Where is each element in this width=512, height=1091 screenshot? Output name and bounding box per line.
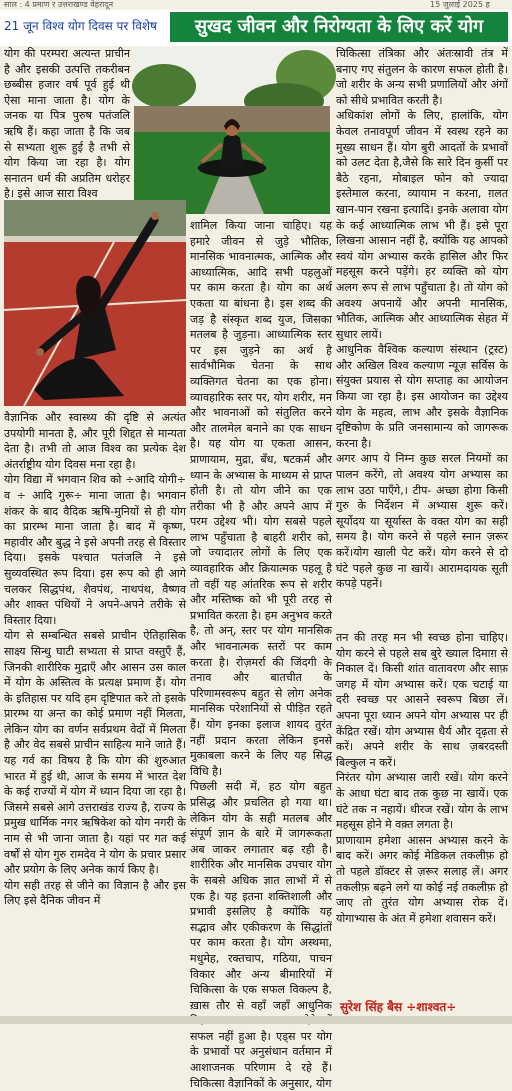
article-paragraph: चिकित्सा तंत्रिका और अंतःस्रावी तंत्र में बनाए गए संतुलन के कारण सफल होती है। जो शरीर के अन्य सभी प्रणालियों और अंगों को सीधे प्रभावित करती है। — [336, 47, 508, 107]
page-edge — [0, 1016, 512, 1024]
photo-meditation — [134, 46, 330, 214]
article-paragraph: अधिकांश लोगों के लिए, हालांकि, योग केवल तनावपूर्ण जीवन में स्वस्थ रहने का मुख्य साधन हैं। योग बुरी आदतों के प्रभावों को उलट देता है,जैसे कि सारे दिन कुर्सी पर बैठे रहना, मोबाइल फोन को ज्यादा इस्तेमाल करना, व्यायाम न करना, ग़लत खान-पान रखना इत्यादि। इनके अलावा योग के कई आध्यात्मिक लाभ भी हैं। इसे पूरा लिखना आसान नहीं है, क्योंकि यह आपको स्वयं योग अभ्यास करके हासिल और फिर महसूस करने पड़ेंगे। हर व्यक्ति को योग अलग रूप से लाभ पहुँचाता है। तो योग को अवश्य अपनायें और अपनी मानसिक, भौतिक, आत्मिक और आध्यात्मिक सेहत में सुधार लायें। — [336, 109, 508, 341]
headline-title: सुखद जीवन और निरोग्यता के लिए करें योग — [170, 12, 508, 42]
article-paragraph: पिछली सदी में, हठ योग बहुत प्रसिद्ध और प्रचलित हो गया था। लेकिन योग के सही मतलब और संपूर्ण ज्ञान के बारे में जागरूकता अब जाकर लगातार बढ़ रही है। शारीरिक और मानसिक उपचार योग के सबसे अधिक ज्ञात लाभों में से एक है। यह इतना शक्तिशाली और प्रभावी इसलिए है क्योंकि यह सद्भाव और एकीकरण के सिद्धांतों पर काम करता है। योग अस्थमा, मधुमेह, रक्तचाप, गठिया, पाचन विकार और अन्य बीमारियों में चिकित्सा के एक सफल विकल्प है, ख़ास तौर से वहाँ जहाँ आधुनिक सफल नहीं हुआ है। एड्स पर योग के प्रभावों पर अनुसंधान वर्तमान में आशाजनक परिणाम दे रहे हैं। चिकित्सा वैज्ञानिकों के अनुसार, योग — [190, 780, 332, 1090]
masthead-left: साल : 4 प्रमाण र उत्तराखण्ड वेहरादून — [4, 0, 114, 9]
article-col1-top — [4, 46, 130, 201]
masthead-date: 15 जुलाई 2025 ह — [430, 0, 490, 9]
article-paragraph: योग सही तरह से जीने का विज्ञान है और इस लिए इसे दैनिक जीवन में — [4, 878, 186, 908]
article-paragraph: वैज्ञानिक और स्वास्थ्य की दृष्टि से अत्यंत उपयोगी मानता है, और पूरी शिद्दत से मान्यता देता है। तभी तो आज विश्व का प्रत्येक देश अंतर्राष्ट्रीय योग दिवस मना रहा है। — [4, 411, 186, 471]
headline-kicker: 21 जून विश्व योग दिवस पर विशेष — [4, 19, 157, 33]
article-col2 — [190, 218, 332, 1090]
article-col3-upper — [336, 46, 508, 626]
article-paragraph: योग से सम्बन्धित सबसे प्राचीन ऐतिहासिक साक्ष्य सिन्धु घाटी सभ्यता से प्राप्त वस्तुएँ हैं, जिनकी शारीरिक मुद्राएँ और आसन उस काल में योग के अस्तित्व के प्रत्यक्ष प्रमाण हैं। योग के इतिहास पर यदि हम दृष्टिपात करे तो इसके प्रारम्भ या अन्त का कोई प्रमाण नहीं मिलता, लेकिन योग का वर्णन सर्वप्रथम वेदों में मिलता है और वेद सबसे प्राचीन साहित्य माने जाते हैं। यह गर्व का विषय है कि योग की शुरुआत भारत में हुई थी, आज के समय में भारत देश के कई राज्यों में योग में ध्यान दिया जा रहा है। जिसमे सबसे आगे उत्तराखंड राज्य है, राज्य के प्रमुख धार्मिक नगर ऋषिकेश को योग नगरी के नाम से भी जाना जाता है। यहां पर गत कई वर्षों से योग गुरु रामदेव ने योग के प्रचार प्रसार और प्रयोग के लिए अनेक कार्य किए है। — [4, 629, 186, 877]
article-paragraph: निरंतर योग अभ्यास जारी रखें। योग करने के आधा घंटा बाद तक कुछ ना खायें। एक घंटे तक न नहायें। धीरज रखें। योग के लाभ महसूस होने मे वक़्त लगता है। — [336, 771, 508, 832]
article-col3-lower — [336, 630, 508, 998]
masthead-strip — [0, 0, 512, 10]
article-paragraph: योग की परम्परा अत्यन्त प्राचीन है और इसकी उत्पत्ति तकरीबन छब्बीस हजार वर्ष पूर्व हुई थी ऐसा माना जाता है। योग के जनक या पित्र पुरुष पतंजलि ऋषि हैं। कहा जाता है कि जब से सभ्यता शुरू हुई है तभी से योग किया जा रहा है। योग सनातन धर्म की अप्रतिम धरोहर है। इसे आज सारा विश्व — [4, 47, 130, 201]
article-paragraph: आधुनिक वैश्विक कल्याण संस्थान (ट्रस्ट) और अखिल विश्व कल्याण न्यूज़ सर्विस के संयुक्त प्रयास से योग सप्ताह का आयोजन किया जा रहा है। इस आयोजन का उद्देश्य योग के महत्व, लाभ और इसके वैज्ञानिक दृष्टिकोण के प्रति जनसामान्य को जागरूक करना है। — [336, 343, 508, 450]
article-paragraph: योग विद्या में भगवान शिव को ÷आदि योगी÷ व ÷ आदि गुरू÷ माना जाता है। भगवान शंकर के बाद वैदिक ऋषि-मुनियों से ही योग का प्रारम्भ माना जाता है। बाद में कृष्ण, महावीर और बुद्ध ने इसे अपनी तरह से विस्तार दिया। इसके पश्चात पतंजलि ने इसे सुव्यवस्थित रूप दिया। इस रूप को ही आगे चलकर सिद्धपंथ, शैवपंथ, नाथपंथ, वैष्णव और शाक्त पंथियों ने अपने-अपने तरीके से विस्तार दिया। — [4, 473, 186, 627]
article-paragraph: शामिल किया जाना चाहिए। यह हमारे जीवन से जुड़े भौतिक, मानसिक भावनात्मक, आत्मिक और आध्यात्मिक, आदि सभी पहलुओं पर काम करता है। योग का अर्थ एकता या बांधना है। इस शब्द की जड़ है संस्कृत शब्द युज, जिसका मतलब है जुड़ना। आध्यात्मिक स्तर पर इस जुड़ने का अर्थ है सार्वभौमिक चेतना के साथ व्यक्तिगत चेतना का एक होना। व्यावहारिक स्तर पर, योग शरीर, मन और भावनाओं को संतुलित करने और तालमेल बनाने का एक साधन है। यह योग या एकता आसन, प्राणायाम, मुद्रा, बँध, षटकर्म और ध्यान के अभ्यास के माध्यम से प्राप्त होती है। तो योग जीने का एक तरीका भी है और अपने आप में परम उद्देश्य भी। योग सबसे पहले लाभ पहुँचाता है बाहरी शरीर को, जो ज्यादातर लोगों के लिए एक व्यावहारिक और क्रियात्मक पहलू है तो वहीं यह आंतरिक रूप से शरीर और मस्तिष्क को भी पूरी तरह से प्रभावित करता है। हम अनुभव करते है, तो अन्, स्तर पर योग मानसिक और भावनात्मक स्तरों पर काम करता है। रोज़मर्रा की जिंदगी के तनाव और बातचीत के परिणामस्वरूप बहुत से लोग अनेक मानसिक परेशानियों से पीड़ित रहते हैं। योग इनका इलाज शायद तुरंत नहीं प्रदान करता लेकिन इनसे मुकाबला करने के लिए यह सिद्ध विधि है। — [190, 219, 332, 778]
article-col1-bottom — [4, 410, 186, 1014]
photo-stretch-pose — [4, 200, 186, 406]
article-paragraph: अगर आप ये निम्न कुछ सरल नियमों का पालन करेंगे, तो अवश्य योग अभ्यास का लाभ उठा पाएँगे,। टीप- अच्छा होगा किसी गुरु के निर्देशन में अभ्यास शुरू करें। सूर्योदय या सूर्यास्त के वक्त योग का सही समय है। योग करने से पहले स्नान ज़रूर करें।योग खाली पेट करें। योग करने से दो घंटे पहले कुछ ना खायें। आरामदायक सूती कपड़े पहनें। — [336, 452, 508, 591]
article-paragraph: प्राणायाम हमेशा आसन अभ्यास करने के बाद करें। अगर कोई मेडिकल तकलीफ़ हो तो पहले डॉक्टर से ज़रूर सलाह लें। अगर तकलीफ़ बढ़ने लगे या कोई नई तकलीफ़ हो जाए तो तुरंत योग अभ्यास रोक दें। योगाभ्यास के अंत में हमेशा शवासन करें। — [336, 833, 508, 925]
article-paragraph: तन की तरह मन भी स्वच्छ होना चाहिए। योग करने से पहले सब बुरे ख्याल दिमाग़ से निकाल दें। किसी शांत वातावरण और साफ़ जगह में योग अभ्यास करें। एक चटाई या दरी स्वच्छ पर आसने स्वरूप बिछा लें। अपना पूरा ध्यान अपने योग अभ्यास पर ही केंद्रित रखें। योग अभ्यास धैर्य और दृढ़ता से करें। अपने शरीर के साथ ज़बरदस्ती बिल्कुल न करें। — [336, 631, 508, 769]
author-byline: सुरेश सिंह बैस ÷शाश्वत÷ — [340, 1000, 457, 1014]
